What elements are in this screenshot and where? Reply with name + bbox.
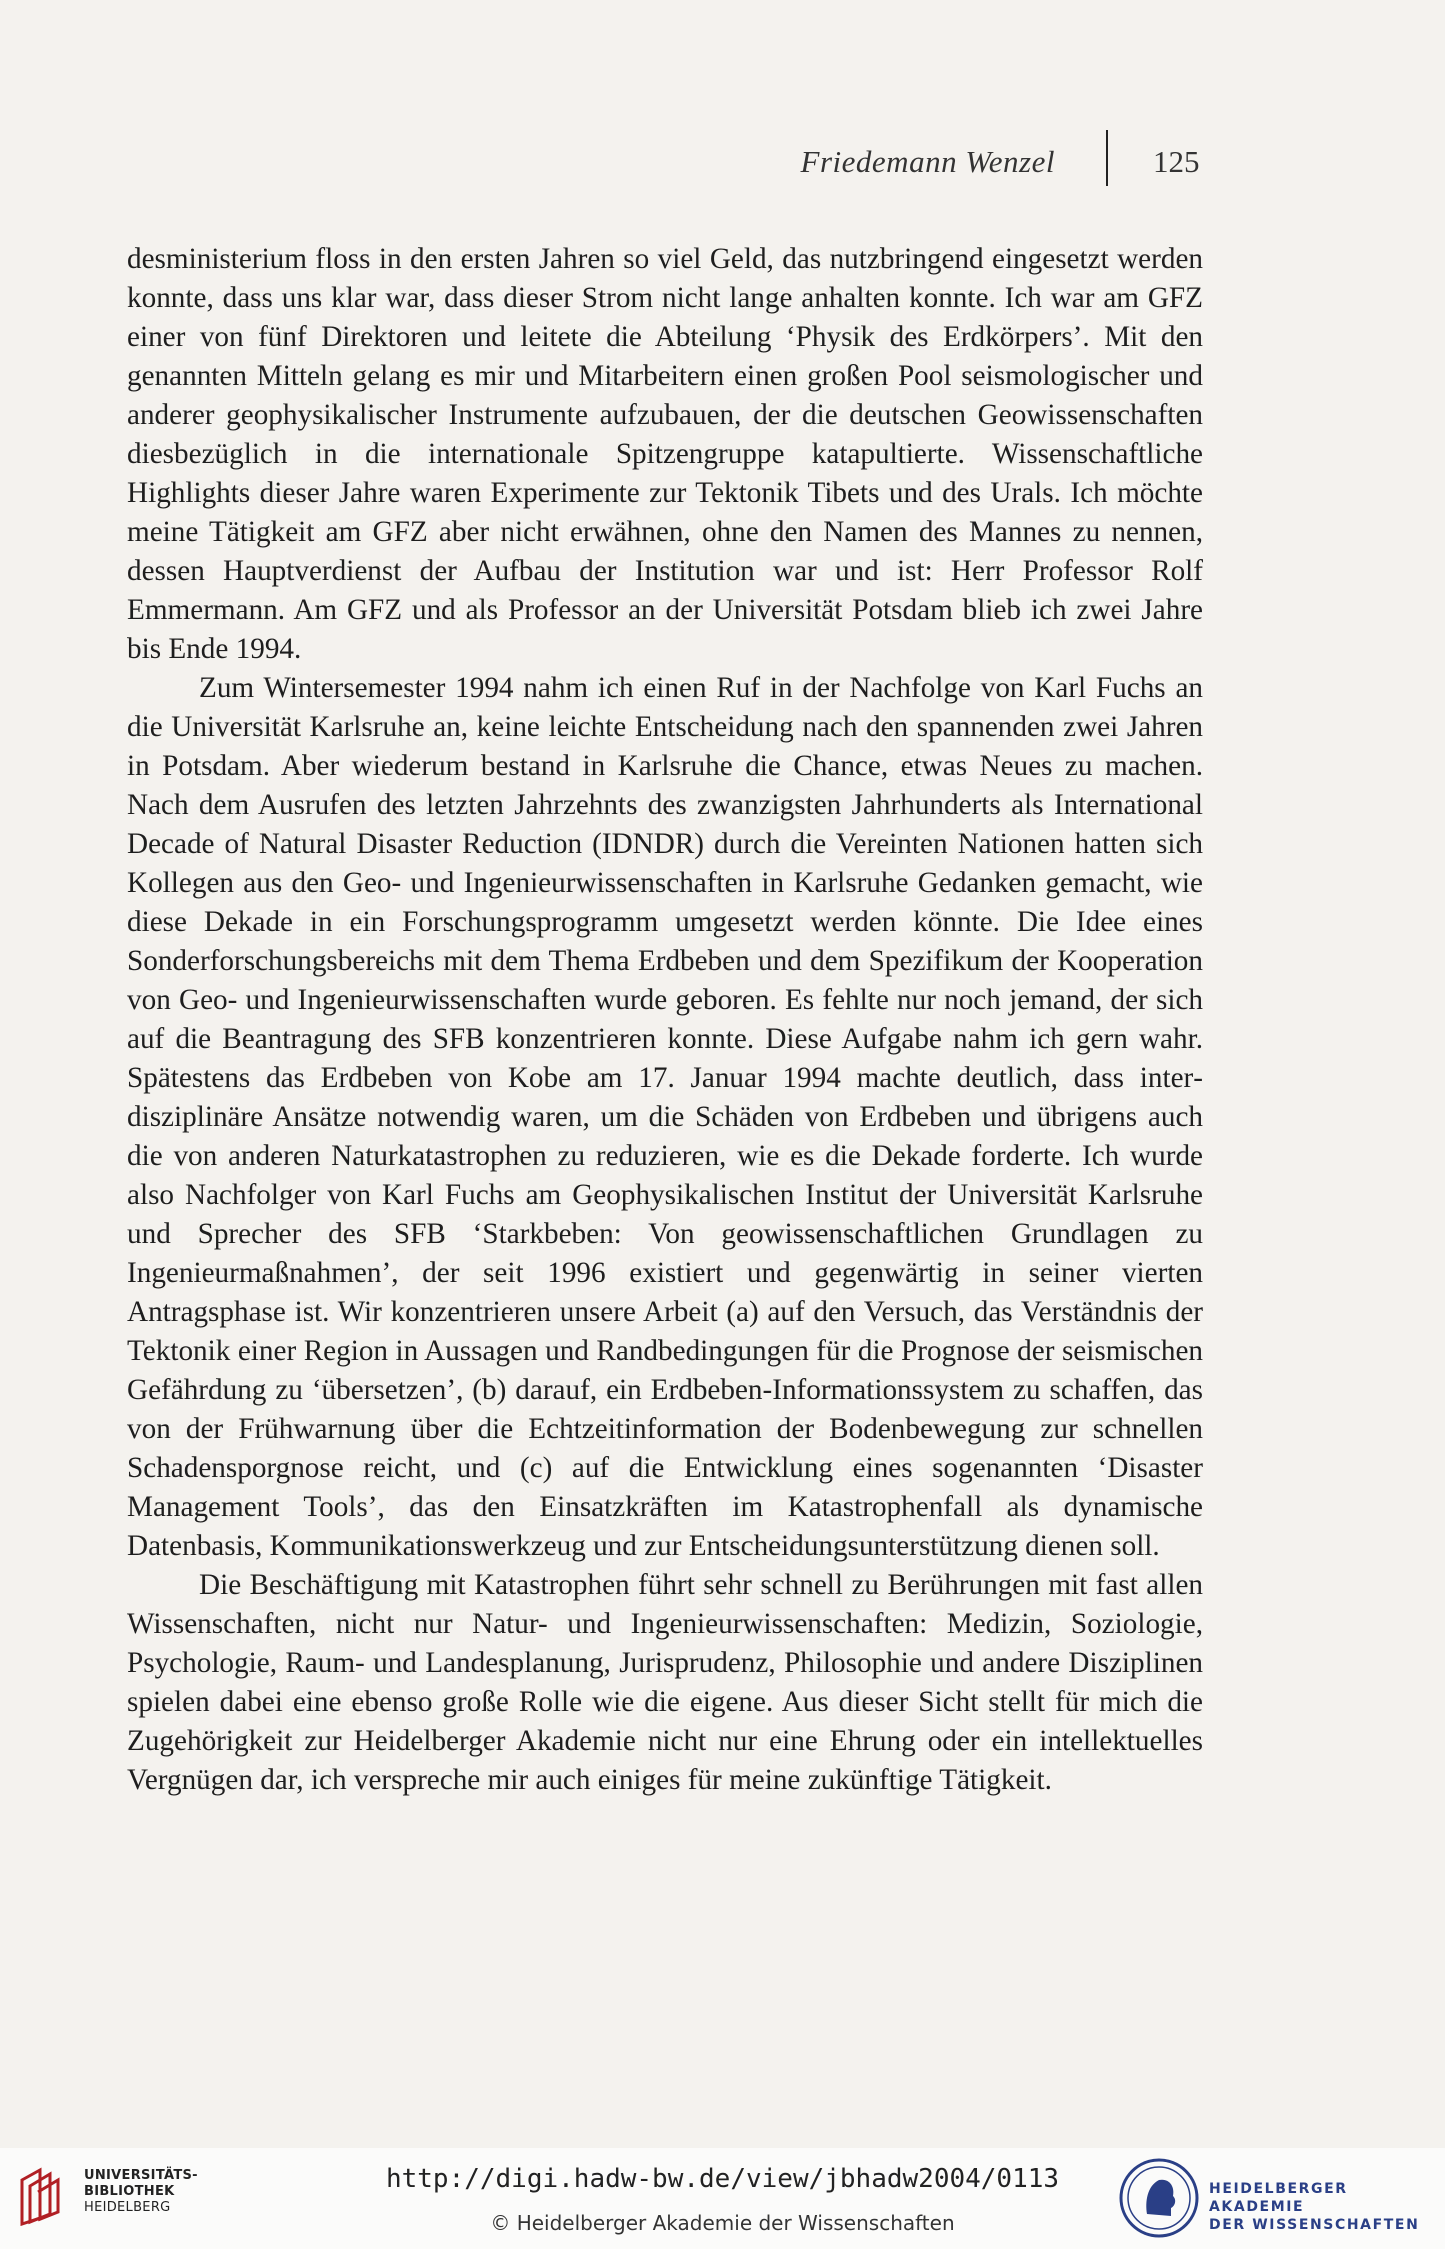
- copyright-notice: © Heidelberger Akademie der Wissenschaften: [490, 2211, 955, 2235]
- academy-seal-icon: [1117, 2156, 1201, 2240]
- digitization-footer: [0, 2148, 1445, 2249]
- header-divider: [1106, 130, 1108, 186]
- paragraph-3: Die Beschäftigung mit Katastrophen führt sehr schnell zu Berührungen mit fast allen Wissenschaften, nicht nur Natur- und Ingenieurwissenschaften: Medizin, Soziologie, Psychologie, Raum- und Landesplanung, Jurisprudenz, Philosophie und andere Disziplinen spielen dabei eine ebenso große Rolle wie die eigene. Aus dieser Sicht stellt für mich die Zugehörigkeit zur Heidelberger Akademie nicht nur eine Ehrung oder ein intellektuelles Vergnügen dar, ich verspreche mir auch einiges für meine zukünftige Tätigkeit.: [127, 1569, 1203, 1796]
- academy-logo-line: DER WISSENSCHAFTEN: [1209, 2217, 1420, 2233]
- paragraph-1: desministerium floss in den ersten Jahren so viel Geld, das nutzbringend eingesetzt werden konnte, dass uns klar war, dass dieser Strom nicht lange anhalten konnte. Ich war am GFZ einer von fünf Direktoren und leitete die Abteilung ‘Physik des Erdkörpers’. Mit den genannten Mitteln gelang es mir und Mitarbeitern einen großen Pool seismologischer und anderer geophysikalischer Instrumente aufzubauen, der die deutschen Geowissenschaften diesbezüglich in die internationale Spitzengruppe katapultierte. Wissenschaftliche Highlights dieser Jahre waren Experimente zur Tektonik Tibets und des Urals. Ich möchte meine Tätigkeit am GFZ aber nicht erwähnen, ohne den Namen des Mannes zu nennen, dessen Hauptverdienst der Aufbau der Institution war und ist: Herr Professor Rolf Emmermann. Am GFZ und als Professor an der Universität Potsdam blieb ich zwei Jahre bis Ende 1994.: [127, 243, 1203, 665]
- paragraph-2: Zum Wintersemester 1994 nahm ich einen Ruf in der Nachfolge von Karl Fuchs an die Universität Karlsruhe an, keine leichte Entscheidung nach den spannenden zwei Jahren in Potsdam. Aber wiederum bestand in Karlsruhe die Chance, etwas Neues zu machen. Nach dem Ausrufen des letzten Jahrzehnts des zwanzigsten Jahrhunderts als International Decade of Natural Disaster Reduction (IDNDR) durch die Vereinten Nationen hatten sich Kollegen aus den Geo- und Ingenieurwissenschaften in Karlsruhe Gedanken gemacht, wie diese Dekade in ein Forschungsprogramm umgesetzt werden könnte. Die Idee eines Sonderforschungsbereichs mit dem Thema Erdbeben und dem Spezifikum der Kooperation von Geo- und Ingenieurwissenschaften wurde geboren. Es fehlte nur noch jemand, der sich auf die Beantragung des SFB konzentrieren konnte. Diese Aufgabe nahm ich gern wahr. Spätestens das Erdbeben von Kobe am 17. Januar 1994 machte deutlich, dass interdisziplinäre Ansätze notwendig waren, um die Schäden von Erdbeben und übrigens auch die von anderen Naturkatastrophen zu reduzieren, wie es die Dekade forderte. Ich wurde also Nachfolger von Karl Fuchs am Geophysikalischen Institut der Universität Karlsruhe und Sprecher des SFB ‘Starkbeben: Von geowissenschaftlichen Grundlagen zu Ingenieurmaßnahmen’, der seit 1996 existiert und gegenwärtig in seiner vierten Antragsphase ist. Wir konzentrieren unsere Arbeit (a) auf den Versuch, das Verständnis der Tektonik einer Region in Aussagen und Randbedingungen für die Prognose der seismischen Gefährdung zu ‘übersetzen’, (b) darauf, ein Erdbeben-Informationssystem zu schaffen, das von der Frühwarnung über die Echtzeitinformation der Bodenbewegung zur schnellen Schadensporgnose reicht, und (c) auf die Entwicklung eines sogenannten ‘Disaster Management Tools’, das den Einsatzkräften im Katastrophenfall als dynamische Datenbasis, Kommunikationswerkzeug und zur Entscheidungsunterstützung dienen soll.: [127, 672, 1203, 1562]
- library-logo-line: UNIVERSITÄTS-: [84, 2168, 198, 2183]
- running-header-author: Friedemann Wenzel: [800, 144, 1055, 179]
- permalink-url[interactable]: http://digi.hadw-bw.de/view/jbhadw2004/0113: [385, 2164, 1060, 2194]
- academy-logo-text: [1209, 2180, 1437, 2234]
- academy-logo-line: HEIDELBERGER AKADEMIE: [1209, 2181, 1348, 2215]
- academy-logo[interactable]: [1117, 2156, 1437, 2240]
- library-logo-line: BIBLIOTHEK: [84, 2184, 175, 2199]
- page-number: 125: [1153, 144, 1200, 179]
- body-text: [127, 240, 1203, 1800]
- library-logo-line: HEIDELBERG: [84, 2200, 171, 2215]
- running-header: [0, 140, 1445, 188]
